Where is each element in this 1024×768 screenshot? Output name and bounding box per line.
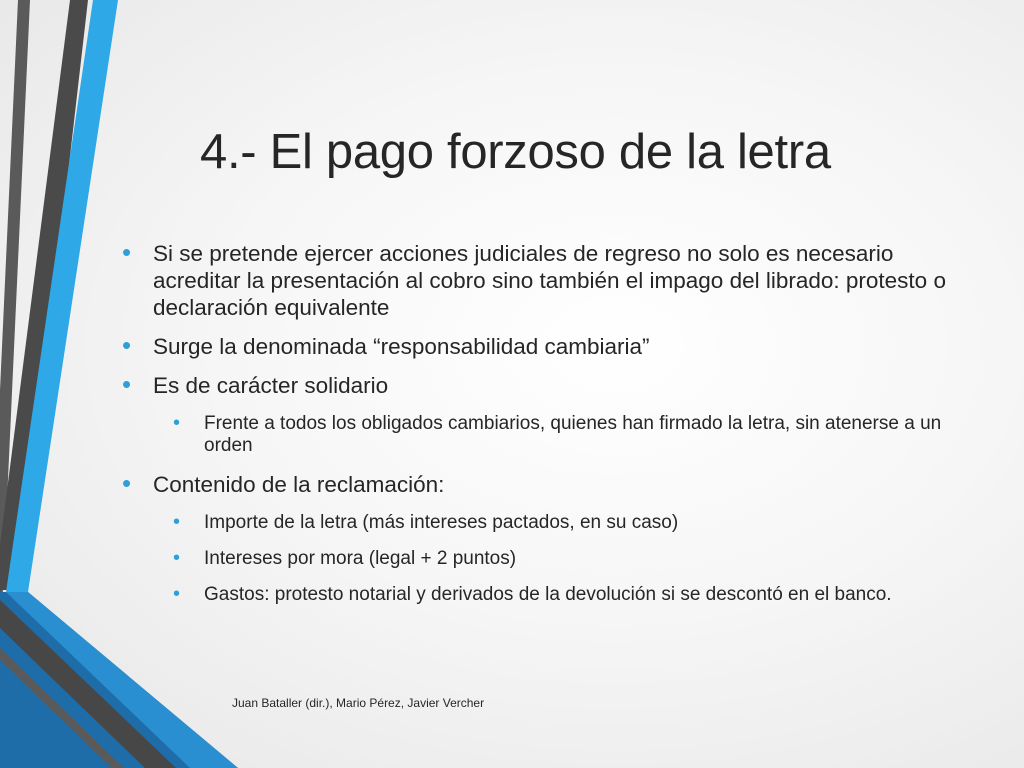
sub-list-item [173,512,952,534]
sub-list-item-text: Intereses por mora (legal + 2 puntos) [204,548,517,569]
list-item-text: Es de carácter solidario [153,373,389,398]
slide-footer: Juan Bataller (dir.), Mario Pérez, Javier Vercher [232,696,485,710]
bullet-icon: • [122,330,132,360]
sub-list-item-text: Gastos: protesto notarial y derivados de la devolución si se descontó en el banco. [204,584,892,605]
sub-list-item-text: Importe de la letra (más intereses pactados, en su caso) [204,512,679,533]
list-item-text: Si se pretende ejercer acciones judiciales de regreso no solo es necesario acreditar la presentación al cobro sino también el impago del librado: protesto o declaración equivalente [153,241,946,320]
bullet-icon: • [122,369,132,399]
sub-list-item [173,548,952,570]
list-item-text: Surge la denominada “responsabilidad cambiaria” [153,334,650,359]
bullet-icon: • [122,237,132,267]
sub-list-item [173,584,952,606]
list-item-text: Contenido de la reclamación: [153,472,445,497]
bullet-icon: • [173,583,181,605]
sub-list-item [173,413,952,457]
bullet-list [122,237,952,620]
list-item [122,369,952,399]
list-item [122,330,952,360]
slide-title: 4.- El pago forzoso de la letra [200,125,831,179]
bullet-icon: • [173,511,181,533]
list-item [122,237,952,321]
bullet-icon: • [173,412,181,434]
bullet-icon: • [173,547,181,569]
bullet-icon: • [122,468,132,498]
list-item [122,468,952,498]
sub-list-item-text: Frente a todos los obligados cambiarios, quienes han firmado la letra, sin atenerse a un orden [204,413,942,456]
